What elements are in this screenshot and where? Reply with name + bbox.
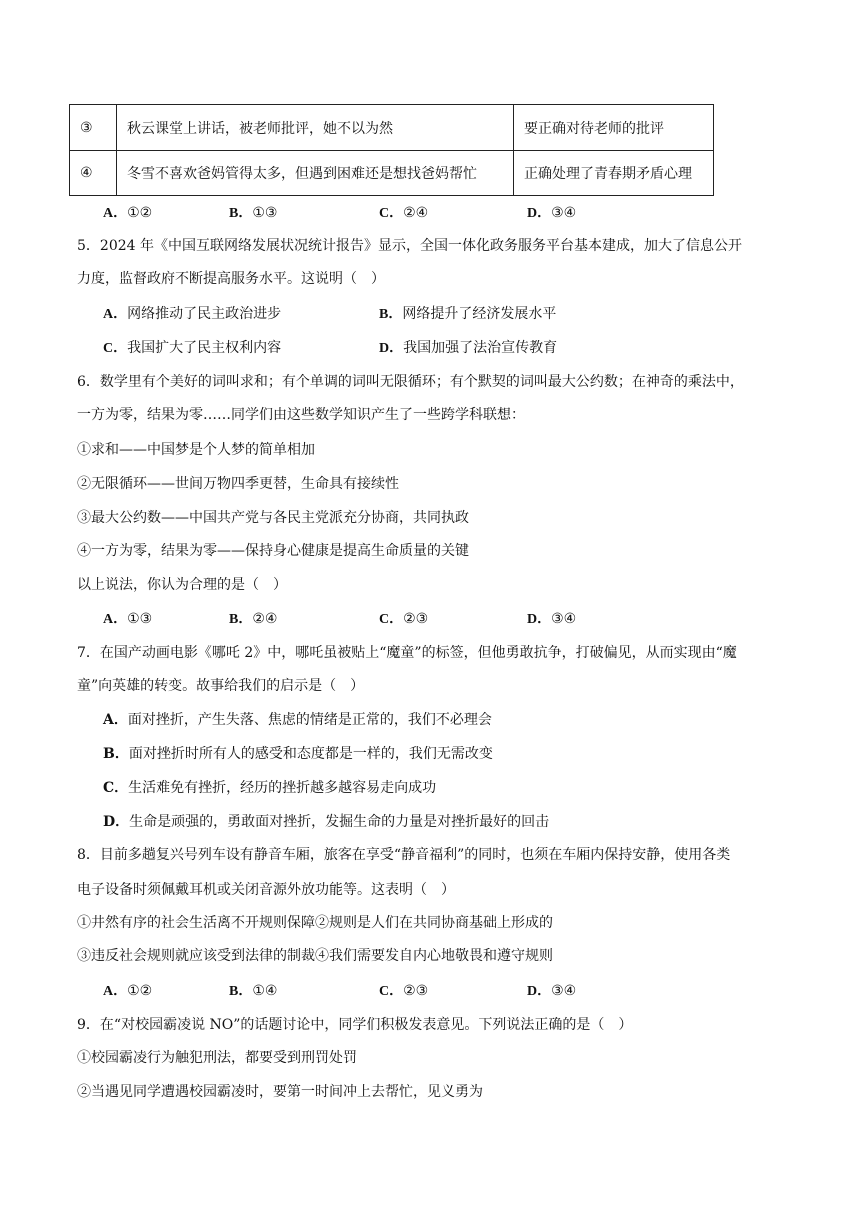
situation-cell: 冬雪不喜欢爸妈管得太多，但遇到困难还是想找爸妈帮忙 [117, 151, 514, 196]
question-8-options [103, 981, 803, 1001]
table-row [70, 105, 714, 151]
question-7-stem-cont: 童”向英雄的转变。故事给我们的启示是（ ） [77, 678, 365, 694]
comment-cell: 正确处理了青春期矛盾心理 [514, 151, 714, 196]
table-row [70, 151, 714, 196]
statement-item: ②无限循环——世间万物四季更替，生命具有接续性 [77, 476, 399, 492]
question-5-stem: 5．2024 年《中国互联网络发展状况统计报告》显示，全国一体化政务服务平台基本建成，加大了信息公开 [77, 238, 742, 254]
question-6-stem-cont: 一方为零，结果为零……同学们由这些数学知识产生了一些跨学科联想： [77, 407, 525, 423]
option-a[interactable]: A．①② [103, 205, 153, 221]
option-c[interactable]: C．生活难免有挫折，经历的挫折越多越容易走向成功 [103, 780, 437, 796]
option-a[interactable]: A．网络推动了民主政治进步 [103, 306, 282, 322]
option-d[interactable]: D．③④ [527, 205, 577, 221]
option-d[interactable]: D．我国加强了法治宣传教育 [379, 340, 558, 356]
option-a[interactable]: A．①③ [103, 611, 153, 627]
row-number: ④ [70, 151, 117, 196]
question-8-stem: 8．目前多趟复兴号列车设有静音车厢，旅客在享受“静音福利”的同时，也须在车厢内保持安静，使用各类 [77, 847, 731, 863]
option-d[interactable]: D．③④ [527, 983, 577, 999]
option-b[interactable]: B．①③ [229, 205, 278, 221]
question-5-stem-cont: 力度，监督政府不断提高服务水平。这说明（ ） [77, 271, 385, 287]
option-a[interactable]: A．面对挫折，产生失落、焦虑的情绪是正常的，我们不必理会 [103, 712, 492, 728]
statement-item: ③最大公约数——中国共产党与各民主党派充分协商，共同执政 [77, 510, 469, 526]
question-6-stem: 6．数学里有个美好的词叫求和；有个单调的词叫无限循环；有个默契的词叫最大公约数；在神奇的乘法中， [77, 374, 744, 390]
option-c[interactable]: C．我国扩大了民主权利内容 [103, 340, 282, 356]
option-d[interactable]: D．生命是顽强的，勇敢面对挫折，发掘生命的力量是对挫折最好的回击 [103, 814, 550, 830]
comment-cell: 要正确对待老师的批评 [514, 105, 714, 151]
statement-item: ②当遇见同学遭遇校园霸凌时，要第一时间冲上去帮忙，见义勇为 [77, 1084, 483, 1100]
statement-item: ①求和——中国梦是个人梦的简单相加 [77, 442, 315, 458]
statement-item: ③违反社会规则就应该受到法律的制裁④我们需要发自内心地敬畏和遵守规则 [77, 948, 553, 964]
statement-item: ①井然有序的社会生活离不开规则保障②规则是人们在共同协商基础上形成的 [77, 915, 553, 931]
question-6-prompt: 以上说法，你认为合理的是（ ） [77, 577, 287, 593]
question-8-stem-cont: 电子设备时须佩戴耳机或关闭音源外放功能等。这表明（ ） [77, 882, 455, 898]
option-c[interactable]: C．②③ [379, 983, 429, 999]
question-4-options [103, 203, 803, 223]
question-4-table [69, 104, 714, 196]
option-c[interactable]: C．②④ [379, 205, 429, 221]
question-9-stem: 9．在“对校园霸凌说 NO”的话题讨论中，同学们积极发表意见。下列说法正确的是（ ） [77, 1017, 633, 1033]
question-5-options [103, 304, 803, 360]
situation-cell: 秋云课堂上讲话，被老师批评，她不以为然 [117, 105, 514, 151]
row-number: ③ [70, 105, 117, 151]
option-c[interactable]: C．②③ [379, 611, 429, 627]
option-b[interactable]: B．②④ [229, 611, 278, 627]
statement-item: ①校园霸凌行为触犯刑法，都要受到刑罚处罚 [77, 1050, 357, 1066]
question-6-options [103, 609, 803, 629]
option-b[interactable]: B．网络提升了经济发展水平 [379, 306, 557, 322]
option-b[interactable]: B．①④ [229, 983, 278, 999]
option-a[interactable]: A．①② [103, 983, 153, 999]
question-7-stem: 7．在国产动画电影《哪吒 2》中，哪吒虽被贴上“魔童”的标签，但他勇敢抗争，打破偏见，从而实现由“魔 [77, 645, 737, 661]
option-b[interactable]: B．面对挫折时所有人的感受和态度都是一样的，我们无需改变 [103, 746, 493, 762]
statement-item: ④一方为零，结果为零——保持身心健康是提高生命质量的关键 [77, 543, 469, 559]
option-d[interactable]: D．③④ [527, 611, 577, 627]
